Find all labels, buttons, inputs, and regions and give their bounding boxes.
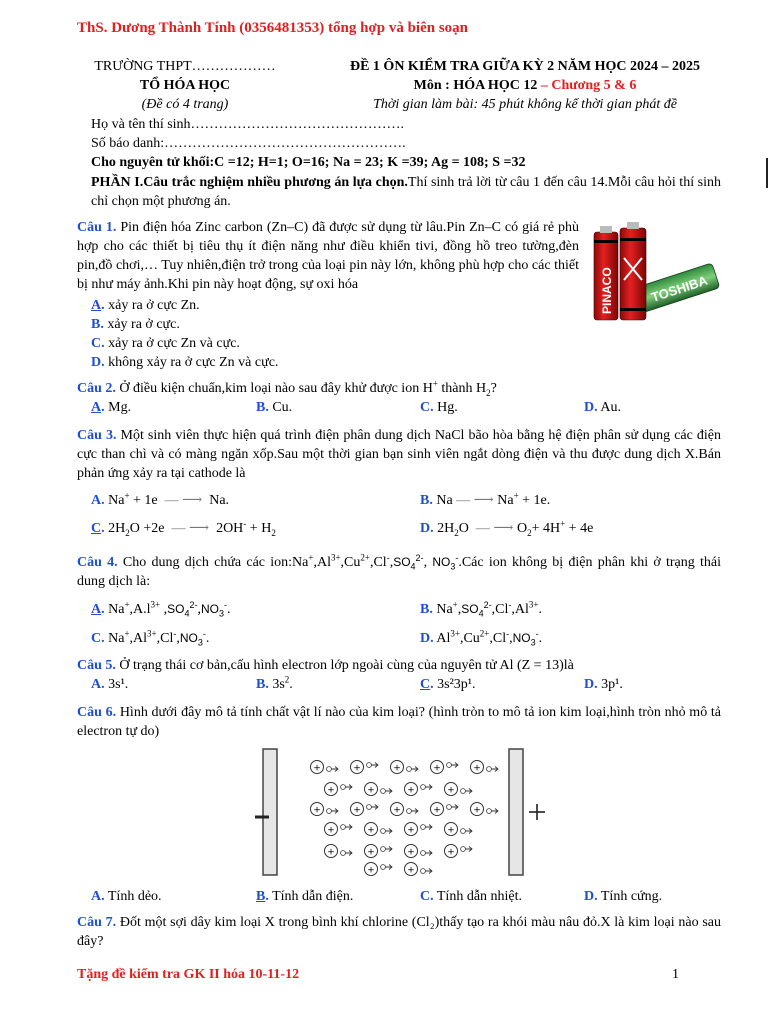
metal-ion	[405, 863, 418, 876]
q3-option-c[interactable]: C. $2H_2O +2e$ — ⟶ $2OH^- + H_2$	[91, 518, 276, 538]
free-electron	[327, 809, 338, 814]
free-electron	[421, 851, 432, 856]
svg-text:+: +	[327, 847, 335, 858]
free-electron	[341, 785, 352, 790]
atomic-masses: Cho nguyên tử khối:C =12; H=1; O=16; Na = 23; K =39; Ag = 108; S =32	[91, 155, 526, 170]
metal-ion	[405, 823, 418, 836]
metal-ion	[405, 783, 418, 796]
free-electron	[407, 767, 418, 772]
q2-option-b[interactable]: B. Cu.	[256, 400, 293, 415]
free-electron	[447, 763, 458, 768]
free-electron	[421, 785, 432, 790]
svg-text:+: +	[367, 825, 375, 836]
student-id-line: Số báo danh:…………………………………………….	[91, 136, 406, 151]
free-electron	[487, 767, 498, 772]
question-5: Câu 5. Ở trạng thái cơ bản,cấu hình electron lớp ngoài cùng của nguyên tử Al (Z = 13)là	[77, 658, 574, 673]
q3-option-b[interactable]: B. Na — ⟶ Na+ + 1e.	[420, 490, 551, 508]
free-electron	[381, 865, 392, 870]
metal-ion	[325, 783, 338, 796]
q4-option-c[interactable]: C. $Na^+,Al^{3+},Cl^-,NO_3^-$.	[91, 628, 210, 648]
free-electron	[367, 805, 378, 810]
svg-text:+: +	[407, 865, 415, 876]
question-1	[77, 218, 579, 294]
question-7: Câu 7. Đốt một sợi dây kim loại X trong bình khí chlorine (Cl₂)thấy tạo ra khói màu nâu đỏ.X là kim loại nào sau đây?	[77, 915, 721, 949]
free-electron	[327, 767, 338, 772]
free-electron	[341, 851, 352, 856]
svg-text:+: +	[433, 763, 441, 774]
metal-ion	[351, 803, 364, 816]
metal-ion	[405, 845, 418, 858]
svg-text:+: +	[313, 763, 321, 774]
q6-option-c[interactable]: C. Tính dẫn nhiệt.	[420, 889, 523, 904]
metal-ion	[325, 845, 338, 858]
svg-text:+: +	[447, 847, 455, 858]
svg-text:+: +	[313, 805, 321, 816]
metal-ion	[351, 761, 364, 774]
svg-text:+: +	[407, 785, 415, 796]
q1-option-b[interactable]: B. xảy ra ở cực.	[91, 317, 180, 332]
free-electron	[381, 847, 392, 852]
metal-ion	[445, 783, 458, 796]
q2-option-d[interactable]: D. Au.	[584, 400, 621, 415]
free-electron	[407, 809, 418, 814]
q3-option-a[interactable]: A. Na+ + 1e — ⟶ Na.	[91, 490, 230, 508]
free-electron	[341, 825, 352, 830]
free-electron	[461, 789, 472, 794]
q4-option-a[interactable]: A. $Na^+,A.l^{3+}$ $,SO_4^{2-},NO_3^-$.	[91, 599, 231, 619]
metal-ion	[365, 863, 378, 876]
q1-option-c[interactable]: C. xảy ra ở cực Zn và cực.	[91, 336, 240, 351]
metal-ion	[431, 761, 444, 774]
part1-header	[91, 173, 721, 211]
svg-text:+: +	[353, 805, 361, 816]
q6-option-d[interactable]: D. Tính cứng.	[584, 889, 663, 904]
svg-text:+: +	[393, 763, 401, 774]
q6-option-a[interactable]: A. Tính dẻo.	[91, 889, 162, 904]
svg-text:+: +	[327, 825, 335, 836]
metal-ion	[431, 803, 444, 816]
battery-brand-1: PINACO	[600, 267, 614, 314]
battery-brand-2: TOSHIBA	[649, 272, 710, 305]
svg-text:+: +	[447, 785, 455, 796]
school-name: TRƯỜNG THPT………………	[94, 59, 276, 74]
q5-option-d[interactable]: D. 3p¹.	[584, 677, 623, 692]
q5-option-b[interactable]: B. $3s^2$.	[256, 674, 293, 692]
footer-left: Tặng đề kiểm tra GK II hóa 10-11-12	[77, 967, 300, 982]
q1-text: Pin điện hóa Zinc carbon (Zn–C) đã được sử dụng từ lâu.Pin Zn–C có giá rẻ phù hợp cho các thiết bị tiêu thụ ít điện năng như điều khiển tivi, đồng hồ treo tường,đèn pin,đồ chơi,… Tuy nhiên,điện trở trong của loại pin này lớn, không phù hợp cho các thiết bị như máy ảnh.Khi pin này hoạt động, sự oxi hóa	[77, 220, 580, 292]
metal-ion	[365, 845, 378, 858]
free-electron	[487, 809, 498, 814]
metal-ion	[471, 803, 484, 816]
page-count: (Đề có 4 trang)	[141, 97, 229, 112]
exam-time: Thời gian làm bài: 45 phút không kể thời gian phát đề	[373, 97, 677, 112]
positive-electrode	[509, 749, 523, 875]
question-4: Câu 4. Cho dung dịch chứa các $ion:Na^+,Al^{3+},Cu^{2+},Cl^-,SO_4^{2-}$, $NO_3^-.Các$ ion không bị điện phân khi ở trạng thái dung dịch là:	[77, 552, 722, 589]
part1-title: PHẦN I.Câu trắc nghiệm nhiều phương án lựa chọn.	[91, 175, 408, 190]
svg-text:+: +	[353, 763, 361, 774]
metal-ion	[365, 783, 378, 796]
question-6: Câu 6. Hình dưới đây mô tả tính chất vật lí nào của kim loại? (hình tròn to mô tả ion kim loại,hình tròn nhỏ mô tả electron tự do)	[77, 705, 721, 739]
metal-ion	[391, 803, 404, 816]
header-right	[330, 57, 720, 114]
question-2: Câu 2. Ở điều kiện chuẩn,kim loại nào sau đây khử được ion H+ thành $H_2$?	[77, 378, 497, 398]
free-electron	[421, 869, 432, 874]
svg-text:+: +	[407, 825, 415, 836]
q3-option-d[interactable]: D. $2H_2O$ — ⟶ $O_2+ 4H^+ + 4e$	[420, 518, 594, 538]
part1-instruction: Thí sinh trả lời từ câu 1 đến câu 14.Mỗi câu hỏi thí sinh chỉ chọn một phương án.	[91, 175, 722, 209]
metal-ion	[391, 761, 404, 774]
q2-option-a[interactable]: A. Mg.	[91, 400, 132, 415]
battery-image	[590, 218, 722, 326]
svg-text:+: +	[473, 763, 481, 774]
svg-text:+: +	[327, 785, 335, 796]
subject: Môn : HÓA HỌC 12	[413, 78, 538, 93]
metal-ion	[311, 761, 324, 774]
q5-option-c[interactable]: C. 3s²3p¹.	[420, 677, 476, 692]
svg-text:+: +	[367, 865, 375, 876]
author-line: ThS. Dương Thành Tính (0356481353) tổng hợp và biên soạn	[77, 20, 469, 36]
negative-electrode	[263, 749, 277, 875]
free-electron	[367, 763, 378, 768]
q1-option-a[interactable]: A. xảy ra ở cực Zn.	[91, 298, 200, 313]
svg-text:+: +	[473, 805, 481, 816]
svg-text:+: +	[433, 805, 441, 816]
q6-option-b[interactable]: B. Tính dẫn điện.	[256, 889, 354, 904]
free-electron	[461, 847, 472, 852]
metal-ion	[365, 823, 378, 836]
student-name-line: Họ và tên thí sinh……………………………………….	[91, 117, 405, 132]
q4-option-b[interactable]: B. $Na^+,SO_4^{2-},Cl^-,Al^{3+}$.	[420, 599, 542, 619]
q1-label: Câu 1.	[77, 220, 117, 235]
free-electron	[461, 829, 472, 834]
svg-text:+: +	[367, 785, 375, 796]
svg-text:+: +	[367, 847, 375, 858]
department: TỔ HÓA HỌC	[139, 78, 231, 93]
svg-text:+: +	[393, 805, 401, 816]
svg-text:+: +	[407, 847, 415, 858]
free-electron	[447, 805, 458, 810]
exam-title: ĐỀ 1 ÔN KIỂM TRA GIỮA KỲ 2 NĂM HỌC 2024 – 2025	[349, 59, 700, 74]
metal-ion	[445, 845, 458, 858]
metal-ion	[311, 803, 324, 816]
free-electron	[381, 829, 392, 834]
free-electron	[381, 789, 392, 794]
subject-chapter: – Chương 5 & 6	[537, 78, 637, 93]
free-electron	[421, 825, 432, 830]
electron-sea-diagram	[255, 745, 555, 880]
svg-text:+: +	[447, 825, 455, 836]
q5-option-a[interactable]: A. 3s¹.	[91, 677, 129, 692]
question-3: Câu 3. Một sinh viên thực hiện quá trình điện phân dung dịch NaCl bão hòa bằng hệ điện phân sử dụng các điện cực than chì và có màng ngăn xốp.Sau một thời gian bạn sinh viên ngắt dòng điện và thu được dung dịch X.Bán phản ứng xảy ra tại cathode là	[77, 428, 721, 481]
metal-ion	[325, 823, 338, 836]
header-left	[85, 57, 285, 114]
q1-option-d[interactable]: D. không xảy ra ở cực Zn và cực.	[91, 355, 279, 370]
page-number: 1	[672, 967, 679, 982]
metal-ion	[445, 823, 458, 836]
q2-option-c[interactable]: C. Hg.	[420, 400, 458, 415]
q4-option-d[interactable]: D. $Al^{3+},Cu^{2+},Cl^-,NO_3^-$.	[420, 628, 543, 648]
metal-ion	[471, 761, 484, 774]
